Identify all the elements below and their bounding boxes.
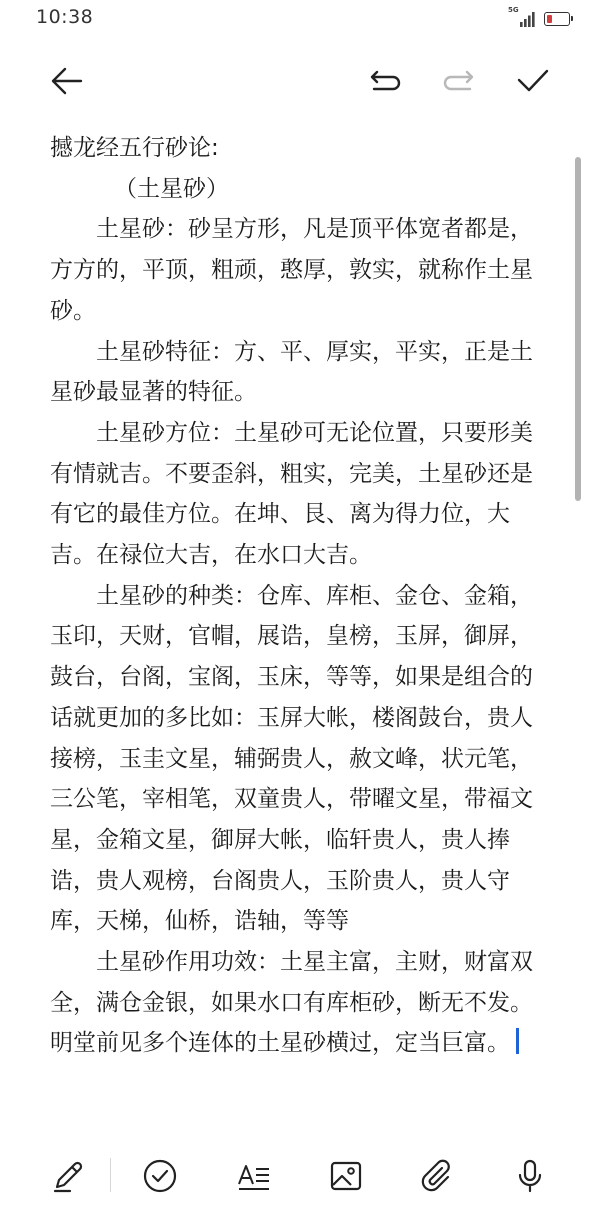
- note-paragraph: 土星砂：砂呈方形，凡是顶平体宽者都是，方方的，平顶，粗顽，憨厚，敦实，就称作土星砂。: [50, 216, 533, 324]
- note-paragraph: 土星砂方位：土星砂可无论位置，只要形美有情就吉。不要歪斜，粗实，完美，土星砂还是有它的最佳方位。在坤、艮、离为得力位，大吉。在禄位大吉，在水口大吉。: [50, 419, 533, 569]
- redo-button[interactable]: [434, 56, 484, 106]
- status-bar: [0, 0, 600, 40]
- microphone-icon: [512, 1158, 548, 1194]
- status-indicators: [510, 8, 570, 30]
- battery-level: [547, 15, 552, 23]
- back-arrow-icon: [50, 66, 84, 96]
- attachment-button[interactable]: [414, 1154, 458, 1198]
- handwriting-button[interactable]: [46, 1154, 90, 1198]
- back-button[interactable]: [42, 56, 92, 106]
- text-cursor: [516, 1028, 519, 1054]
- editor-toolbar: [0, 56, 600, 106]
- undo-icon: [368, 68, 402, 94]
- text-format-icon: [236, 1158, 272, 1194]
- confirm-button[interactable]: [508, 56, 558, 106]
- attachment-icon: [418, 1158, 454, 1194]
- redo-icon: [442, 68, 476, 94]
- battery-icon: [544, 12, 570, 26]
- text-format-button[interactable]: [232, 1154, 276, 1198]
- note-paragraph-text: 土星砂作用功效：土星主富，主财，财富双全，满仓金银，如果水口有库柜砂，断无不发。明堂前见多个连体的土星砂横过，定当巨富。: [50, 949, 533, 1057]
- signal-icon: [508, 6, 536, 29]
- image-icon: [328, 1158, 364, 1194]
- undo-button[interactable]: [360, 56, 410, 106]
- status-time: 10:38: [36, 6, 94, 28]
- checklist-icon: [142, 1158, 178, 1194]
- note-editor[interactable]: [50, 128, 550, 1064]
- network-type-label: 5G: [508, 6, 519, 14]
- insert-image-button[interactable]: [324, 1154, 368, 1198]
- pen-icon: [50, 1158, 86, 1194]
- note-paragraph: 土星砂的种类：仓库、库柜、金仓、金箱，玉印，天财，官帽，展诰，皇榜，玉屏，御屏，鼓台，台阁，宝阁，玉床，等等，如果是组合的话就更加的多比如：玉屏大帐，楼阁鼓台，贵人接榜，玉圭文星，辅弼贵人，赦文峰，状元笔，三公笔，宰相笔，双童贵人，带曜文星，带福文星，金箱文星，御屏大帐，临轩贵人，贵人捧诰，贵人观榜，台阁贵人，玉阶贵人，贵人守库，天梯，仙桥，诰轴，等等: [50, 582, 533, 935]
- voice-input-button[interactable]: [508, 1154, 552, 1198]
- note-title: 撼龙经五行砂论:: [50, 135, 219, 161]
- bottom-toolbar: [0, 1146, 600, 1206]
- note-paragraph-last: [50, 942, 550, 1064]
- note-paragraph: 土星砂特征：方、平、厚实，平实，正是土星砂最显著的特征。: [50, 338, 533, 406]
- scrollbar[interactable]: [575, 157, 581, 501]
- checklist-button[interactable]: [138, 1154, 182, 1198]
- toolbar-divider: [110, 1158, 111, 1192]
- note-subtitle: （土星砂）: [114, 175, 229, 202]
- check-icon: [516, 68, 550, 94]
